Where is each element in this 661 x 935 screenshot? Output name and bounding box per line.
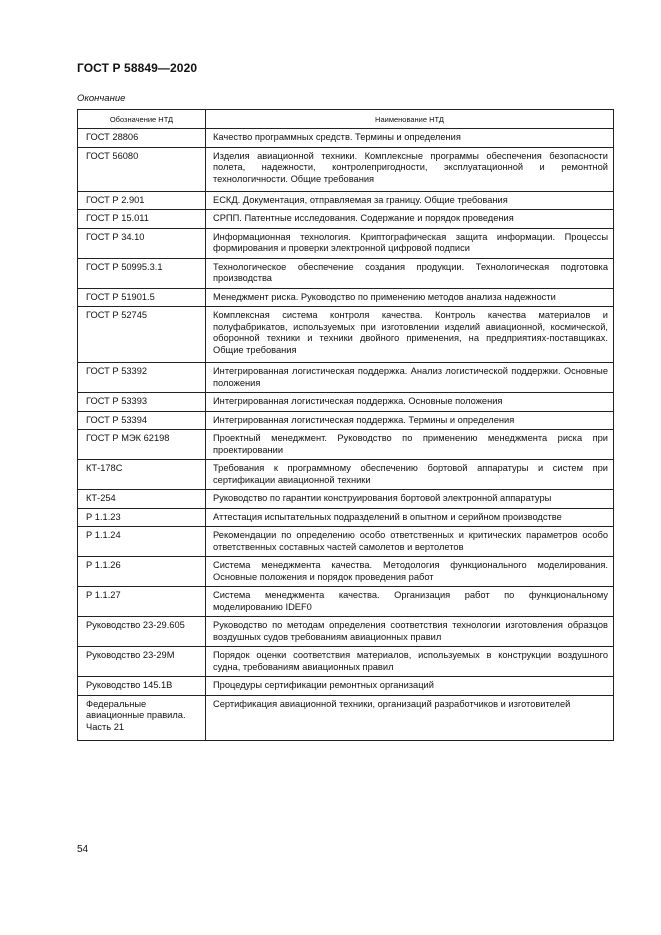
cell-designation: ГОСТ Р 34.10 xyxy=(78,228,206,258)
cell-name: Система менеджмента качества. Методология функционального моделирования. Основные положения и порядок проведения работ xyxy=(206,557,614,587)
cell-name: ЕСКД. Документация, отправляемая за границу. Общие требования xyxy=(206,191,614,210)
cell-name: Технологическое обеспечение создания продукции. Технологическая подготовка производства xyxy=(206,258,614,288)
cell-designation: ГОСТ Р МЭК 62198 xyxy=(78,430,206,460)
cell-name: Качество программных средств. Термины и определения xyxy=(206,129,614,148)
table-row xyxy=(78,393,614,412)
cell-designation: Федеральные авиационные правила. Часть 21 xyxy=(78,695,206,740)
cell-designation: ГОСТ Р 2.901 xyxy=(78,191,206,210)
cell-name: Система менеджмента качества. Организация работ по функциональному моделированию IDEF0 xyxy=(206,587,614,617)
cell-name: Требования к программному обеспечению бортовой аппаратуры и систем при сертификации авиационной техники xyxy=(206,460,614,490)
cell-name: Изделия авиационной техники. Комплексные программы обеспечения безопасности полета, надежности, контролепригодности, эксплуатационной и ремонтной технологичности. Общие требования xyxy=(206,147,614,191)
cell-designation: Р 1.1.26 xyxy=(78,557,206,587)
cell-designation: ГОСТ Р 51901.5 xyxy=(78,288,206,307)
cell-name: Интегрированная логистическая поддержка. Основные положения xyxy=(206,393,614,412)
continuation-label: Окончание xyxy=(77,93,126,104)
cell-designation: Р 1.1.27 xyxy=(78,587,206,617)
table-row xyxy=(78,557,614,587)
cell-name: Интегрированная логистическая поддержка. Анализ логистической поддержки. Основные положения xyxy=(206,363,614,393)
standards-table xyxy=(77,109,614,741)
cell-designation: КТ-178С xyxy=(78,460,206,490)
table-header-row xyxy=(78,110,614,129)
cell-designation: Руководство 145.1В xyxy=(78,677,206,696)
cell-name: Процедуры сертификации ремонтных организаций xyxy=(206,677,614,696)
table-row xyxy=(78,508,614,527)
table-row xyxy=(78,147,614,191)
cell-designation: ГОСТ Р 53394 xyxy=(78,411,206,430)
table-row xyxy=(78,617,614,647)
table-row xyxy=(78,307,614,363)
table-row xyxy=(78,288,614,307)
table-row xyxy=(78,647,614,677)
cell-name: Сертификация авиационной техники, организаций разработчиков и изготовителей xyxy=(206,695,614,740)
table-row xyxy=(78,587,614,617)
column-header-designation: Обозначение НТД xyxy=(78,110,206,129)
cell-designation: ГОСТ Р 53392 xyxy=(78,363,206,393)
cell-name: Менеджмент риска. Руководство по применению методов анализа надежности xyxy=(206,288,614,307)
column-header-name: Наименование НТД xyxy=(206,110,614,129)
table-row xyxy=(78,411,614,430)
table-row xyxy=(78,430,614,460)
cell-designation: КТ-254 xyxy=(78,490,206,509)
cell-designation: Р 1.1.24 xyxy=(78,527,206,557)
cell-name: Комплексная система контроля качества. Контроль качества материалов и полуфабрикатов, используемых при изготовлении изделий авиационной, космической, оборонной техники и техники двойного применения, на предприятиях-поставщиках. Общие требования xyxy=(206,307,614,363)
cell-designation: ГОСТ Р 52745 xyxy=(78,307,206,363)
cell-name: Интегрированная логистическая поддержка. Термины и определения xyxy=(206,411,614,430)
cell-designation: ГОСТ Р 15.011 xyxy=(78,210,206,229)
cell-designation: Руководство 23-29.605 xyxy=(78,617,206,647)
table-row xyxy=(78,460,614,490)
cell-designation: ГОСТ Р 50995.3.1 xyxy=(78,258,206,288)
table-row xyxy=(78,490,614,509)
cell-designation: ГОСТ Р 53393 xyxy=(78,393,206,412)
table-row xyxy=(78,129,614,148)
cell-name: Аттестация испытательных подразделений в опытном и серийном производстве xyxy=(206,508,614,527)
cell-name: Проектный менеджмент. Руководство по применению менеджмента риска при проектировании xyxy=(206,430,614,460)
table-row xyxy=(78,677,614,696)
cell-name: Руководство по методам определения соответствия технологии изготовления образцов воздушных судов требованиям авиационных правил xyxy=(206,617,614,647)
cell-designation: Р 1.1.23 xyxy=(78,508,206,527)
document-header: ГОСТ Р 58849—2020 xyxy=(77,61,198,75)
table-row xyxy=(78,363,614,393)
cell-name: Руководство по гарантии конструирования бортовой электронной аппаратуры xyxy=(206,490,614,509)
table-row xyxy=(78,228,614,258)
cell-designation: ГОСТ 56080 xyxy=(78,147,206,191)
table-row xyxy=(78,210,614,229)
page-number: 54 xyxy=(77,844,89,855)
cell-name: Порядок оценки соответствия материалов, используемых в конструкции воздушного судна, требованиям авиационных правил xyxy=(206,647,614,677)
table-row xyxy=(78,695,614,740)
cell-name: Информационная технология. Криптографическая защита информации. Процессы формирования и проверки электронной цифровой подписи xyxy=(206,228,614,258)
cell-designation: Руководство 23-29М xyxy=(78,647,206,677)
table-row xyxy=(78,191,614,210)
cell-designation: ГОСТ 28806 xyxy=(78,129,206,148)
table-row xyxy=(78,527,614,557)
cell-name: Рекомендации по определению особо ответственных и критических параметров особо ответственных составных частей самолетов и вертолетов xyxy=(206,527,614,557)
cell-name: СРПП. Патентные исследования. Содержание и порядок проведения xyxy=(206,210,614,229)
table-row xyxy=(78,258,614,288)
